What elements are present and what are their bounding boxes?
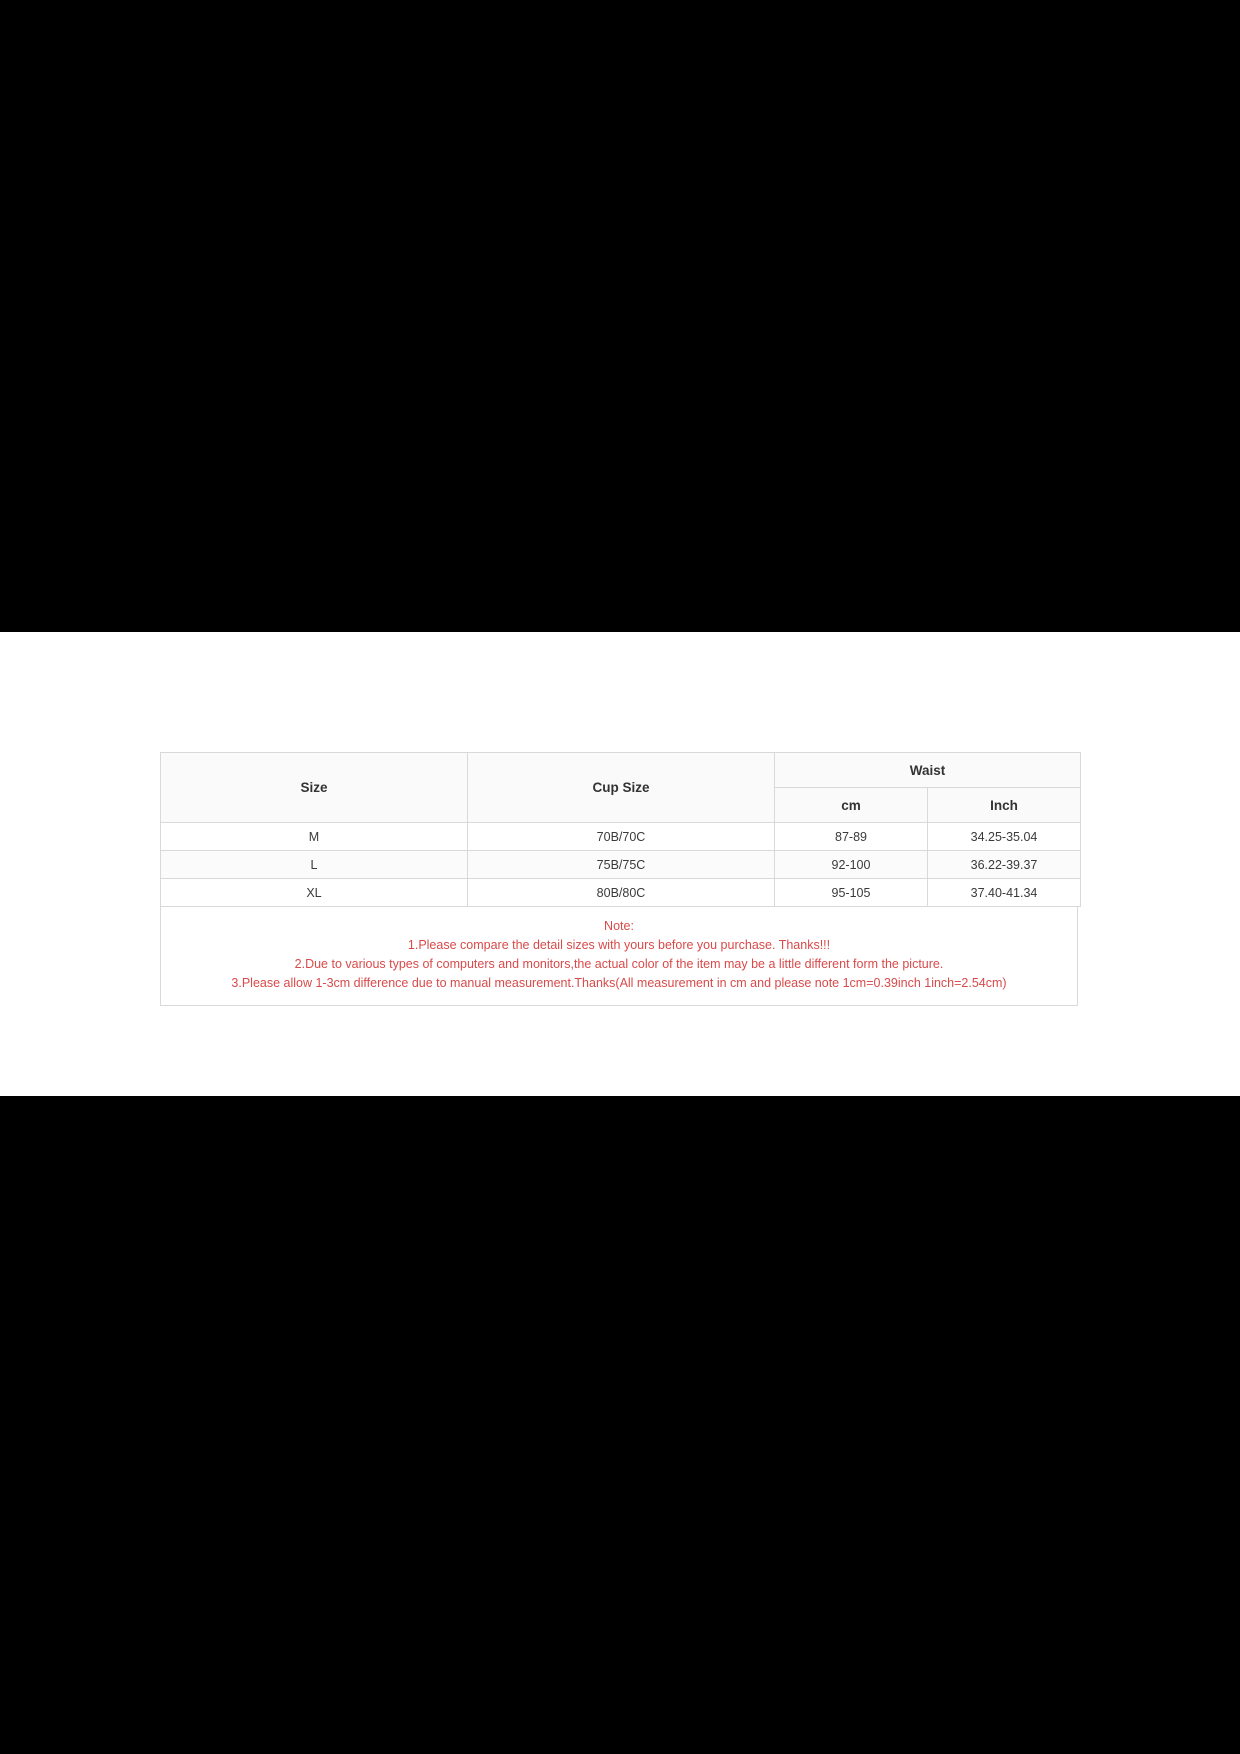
size-chart-container	[160, 752, 1080, 1006]
cell-size: L	[161, 851, 468, 879]
header-row-1	[161, 753, 1081, 788]
cell-cup: 80B/80C	[468, 879, 775, 907]
note-box	[160, 907, 1078, 1006]
note-line-3: 3.Please allow 1-3cm difference due to manual measurement.Thanks(All measurement in cm and please note 1cm=0.39inch 1inch=2.54cm)	[231, 976, 1007, 990]
cell-waist-cm: 92-100	[775, 851, 928, 879]
cell-cup: 70B/70C	[468, 823, 775, 851]
cell-waist-cm: 87-89	[775, 823, 928, 851]
cell-size: M	[161, 823, 468, 851]
size-chart-page	[0, 632, 1240, 1096]
cell-waist-inch: 37.40-41.34	[928, 879, 1081, 907]
note-title: Note:	[604, 919, 634, 933]
header-cup-size: Cup Size	[468, 753, 775, 823]
table-row	[161, 879, 1081, 907]
size-chart-table	[160, 752, 1081, 907]
letterbox-bottom	[0, 1096, 1240, 1754]
cell-cup: 75B/75C	[468, 851, 775, 879]
letterbox-top	[0, 0, 1240, 632]
header-size: Size	[161, 753, 468, 823]
note-line-2: 2.Due to various types of computers and monitors,the actual color of the item may be a little different form the picture.	[294, 957, 944, 971]
header-waist-cm: cm	[775, 788, 928, 823]
header-waist: Waist	[775, 753, 1081, 788]
table-row	[161, 851, 1081, 879]
cell-waist-inch: 36.22-39.37	[928, 851, 1081, 879]
cell-waist-inch: 34.25-35.04	[928, 823, 1081, 851]
header-waist-inch: Inch	[928, 788, 1081, 823]
table-row	[161, 823, 1081, 851]
table-header	[161, 753, 1081, 823]
cell-size: XL	[161, 879, 468, 907]
cell-waist-cm: 95-105	[775, 879, 928, 907]
note-line-1: 1.Please compare the detail sizes with yours before you purchase. Thanks!!!	[407, 938, 831, 952]
table-body	[161, 823, 1081, 907]
